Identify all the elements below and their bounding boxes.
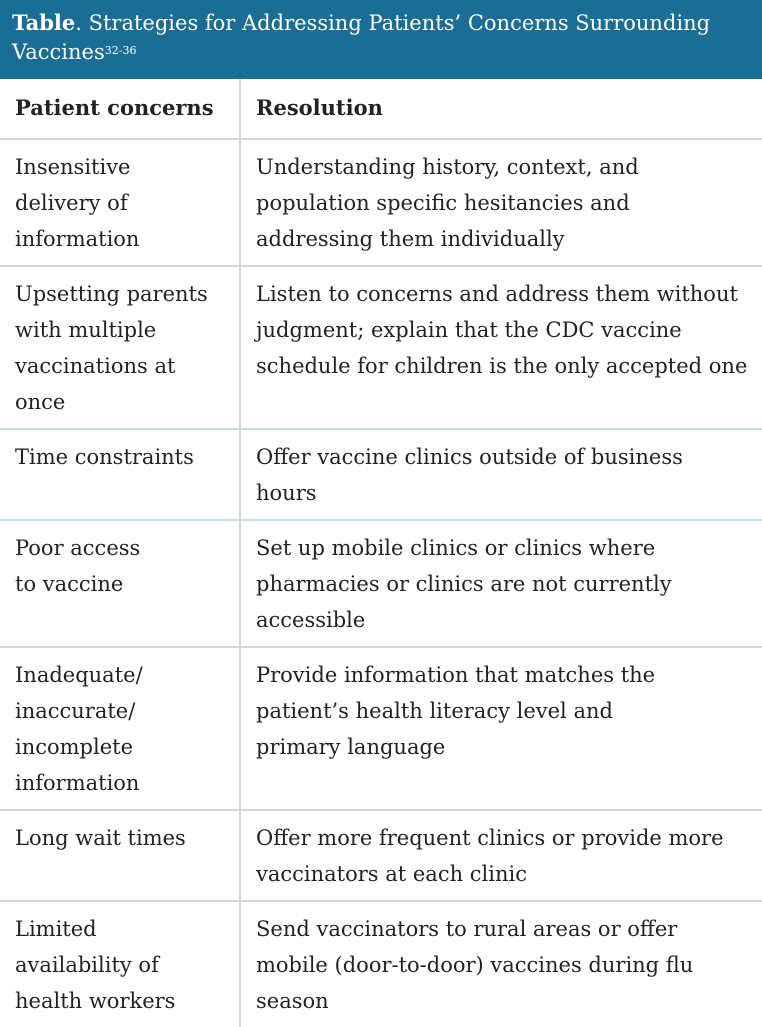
- concern-cell: Long wait times: [0, 810, 240, 901]
- caption-text: . Strategies for Addressing Patients’ Concerns Surrounding Vaccines: [12, 11, 711, 64]
- resolution-cell: Listen to concerns and address them without judgment; explain that the CDC vaccine schedule for children is the only accepted one: [240, 266, 762, 429]
- table-row: [0, 647, 762, 810]
- concern-cell: Upsetting parents with multiple vaccinations at once: [0, 266, 240, 429]
- table-row: [0, 520, 762, 647]
- caption-reference: 32-36: [104, 44, 137, 57]
- table-caption: [0, 0, 762, 79]
- table-row: [0, 139, 762, 266]
- resolution-cell: Set up mobile clinics or clinics where pharmacies or clinics are not currently accessible: [240, 520, 762, 647]
- resolution-cell: Send vaccinators to rural areas or offer mobile (door-to-door) vaccines during flu season: [240, 901, 762, 1027]
- table-row: [0, 901, 762, 1027]
- table-row: [0, 429, 762, 520]
- header-patient-concerns: Patient concerns: [0, 79, 240, 139]
- caption-label: Table: [12, 10, 76, 35]
- concern-cell: Limited availability of health workers: [15, 917, 176, 1013]
- concern-cell: Time constraints: [0, 429, 240, 520]
- table-header-row: [0, 79, 762, 139]
- concern-cell: Inadequate/ inaccurate/ incomplete information: [0, 647, 240, 810]
- resolution-cell: Understanding history, context, and population specific hesitancies and addressing them individually: [240, 139, 762, 266]
- concerns-table: [0, 79, 762, 1027]
- header-resolution: Resolution: [240, 79, 762, 139]
- table-row: [0, 810, 762, 901]
- resolution-cell: Provide information that matches the patient’s health literacy level and primary language: [240, 647, 762, 810]
- resolution-cell: Offer more frequent clinics or provide more vaccinators at each clinic: [240, 810, 762, 901]
- table-row: [0, 266, 762, 429]
- concern-cell: Insensitive delivery of information: [0, 139, 240, 266]
- resolution-cell: Offer vaccine clinics outside of business hours: [240, 429, 762, 520]
- concern-cell: Poor access to vaccine: [0, 520, 240, 647]
